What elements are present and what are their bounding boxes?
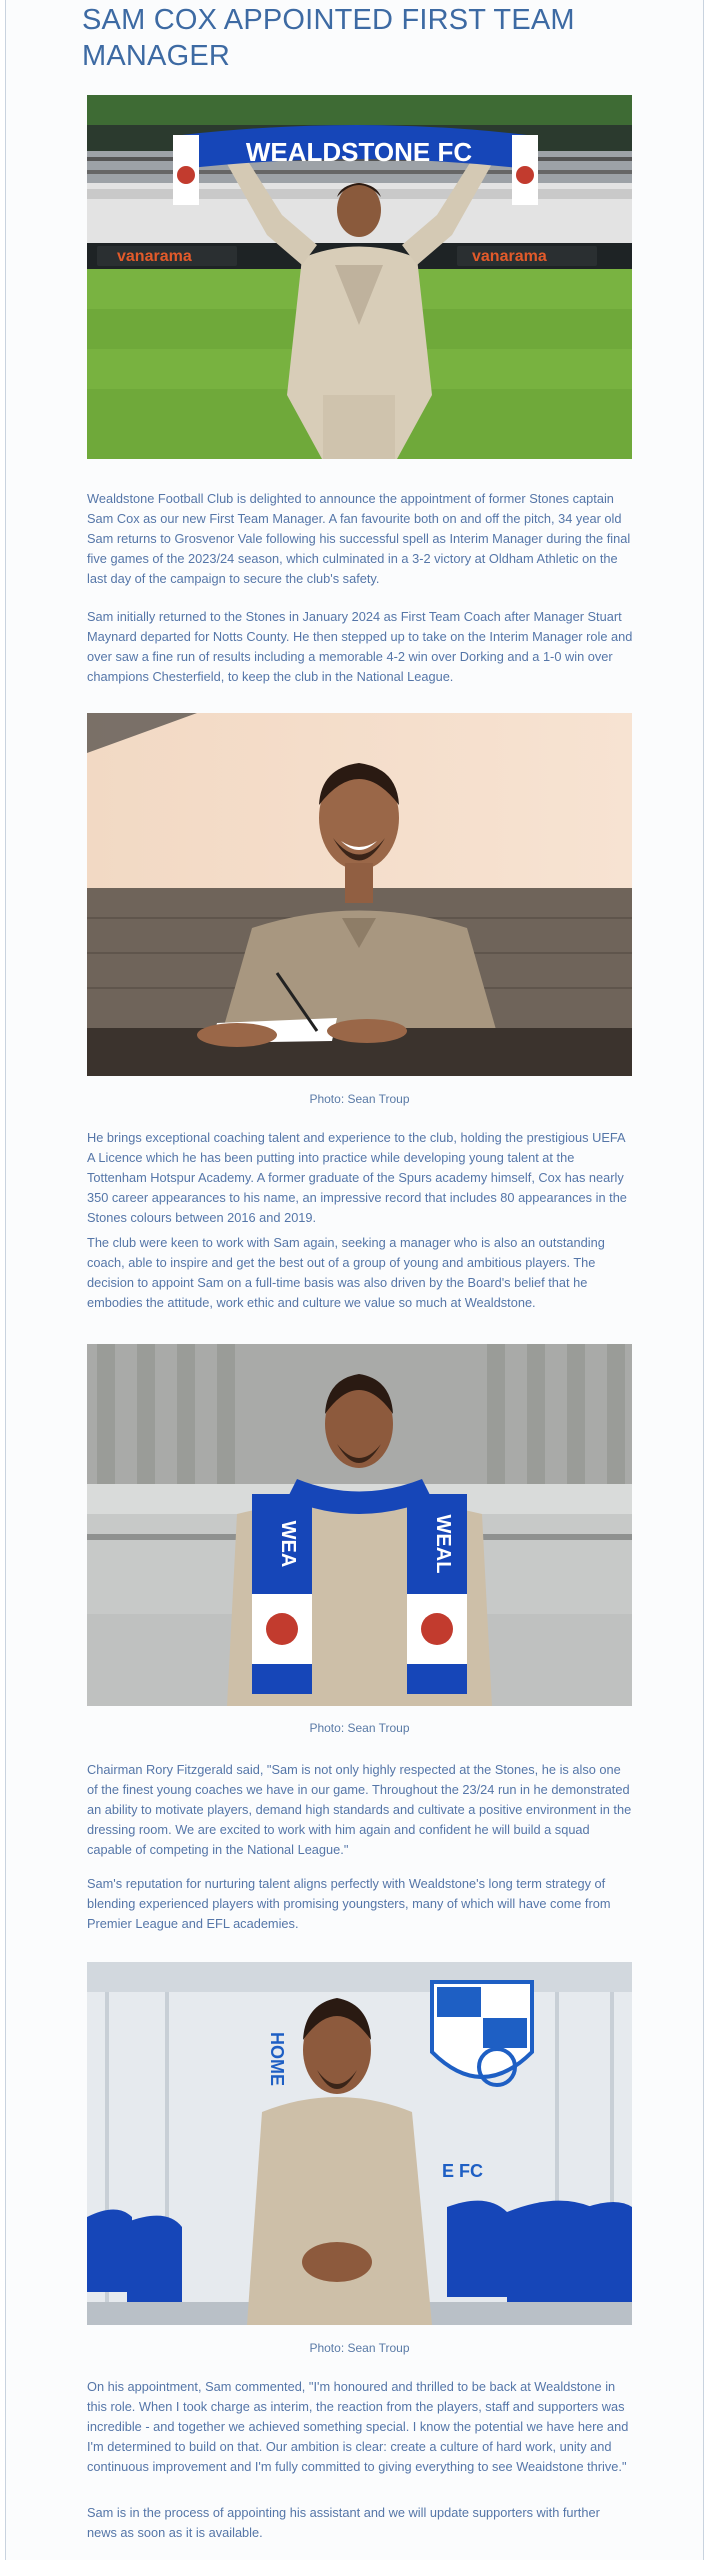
sponsor-board-right: vanarama [472,248,547,265]
paragraph-7: On his appointment, Sam commented, "I'm honoured and thrilled to be back at Wealdstone in this role. When I took charge as interim, the reaction from the players, staff and supporters was incredible - and together we achieved something special. I know the potential we have here and I'm determined to build on that. Our ambition is clear: create a culture of hard work, unity and continuous improvement and I'm fully committed to giving everything to see Weaidstone thrive." [87,2379,629,2474]
paragraph-5: Chairman Rory Fitzgerald said, "Sam is not only highly respected at the Stones, he is also one of the finest young coaches we have in our game. Throughout the 23/24 run in he demonstrated an ability to motivate players, demand high standards and cultivate a positive environment in the dressing room. We are excited to work with him again and confident he will build a squad capable of competing in the National League." [87,1762,632,1857]
scarf-text: WEALDSTONE FC [245,137,473,167]
photo-signing [87,713,632,1076]
photo-scarf-pitch [87,95,632,459]
scarf-text-right: WEAL [432,1514,454,1574]
photo-caption-3: Photo: Sean Troup [309,2341,410,2355]
sponsor-board-left: vanarama [117,248,192,265]
paragraph-1: Wealdstone Football Club is delighted to announce the appointment of former Stones captain Sam Cox as our new First Team Manager. A fan favourite both on and off the pitch, 34 year old Sam returns to Grosvenor Vale following his successful spell as Interim Manager during the final five games of the 2023/24 season, which culminated in a 3-2 victory at Oldham Athletic on the last day of the campaign to secure the club's safety. [87,491,631,586]
wall-text-right: E FC [442,2161,484,2181]
wall-text-left: HOME [267,2032,287,2086]
photo-dugout [87,1962,632,2325]
article-title: SAM COX APPOINTED FIRST TEAM MANAGER [82,4,575,72]
photo-caption-2: Photo: Sean Troup [309,1721,410,1735]
scarf-text-left: WEA [277,1520,299,1568]
paragraph-4: The club were keen to work with Sam again, seeking a manager who is also an outstanding coach, able to inspire and get the best out of a group of young and ambitious players. The decision to appoint Sam on a full-time basis was also driven by the Board's belief that he embodies the attitude, work ethic and culture we value so much at Wealdstone. [87,1235,605,1310]
paragraph-8: Sam is in the process of appointing his assistant and we will update supporters with further news as soon as it is available. [87,2505,600,2540]
paragraph-3: He brings exceptional coaching talent and experience to the club, holding the prestigious UEFA A Licence which he has been putting into practice while developing young talent at the Tottenham Hotspur Academy. A former graduate of the Spurs academy himself, Cox has nearly 350 career appearances to his name, an impressive record that includes 80 appearances in the Stones colours between 2016 and 2019. [87,1130,627,1225]
paragraph-6: Sam's reputation for nurturing talent aligns perfectly with Wealdstone's long term strategy of blending experienced players with promising youngsters, many of which will have come from Premier League and EFL academies. [87,1876,611,1931]
photo-caption-1: Photo: Sean Troup [309,1092,410,1106]
article-page [5,0,704,2560]
photo-scarf-neck [87,1344,632,1706]
paragraph-2: Sam initially returned to the Stones in January 2024 as First Team Coach after Manager Stuart Maynard departed for Notts County. He then stepped up to take on the Interim Manager role and over saw a fine run of results including a memorable 4-2 win over Dorking and a 1-0 win over champions Chesterfield, to keep the club in the National League. [87,609,633,684]
